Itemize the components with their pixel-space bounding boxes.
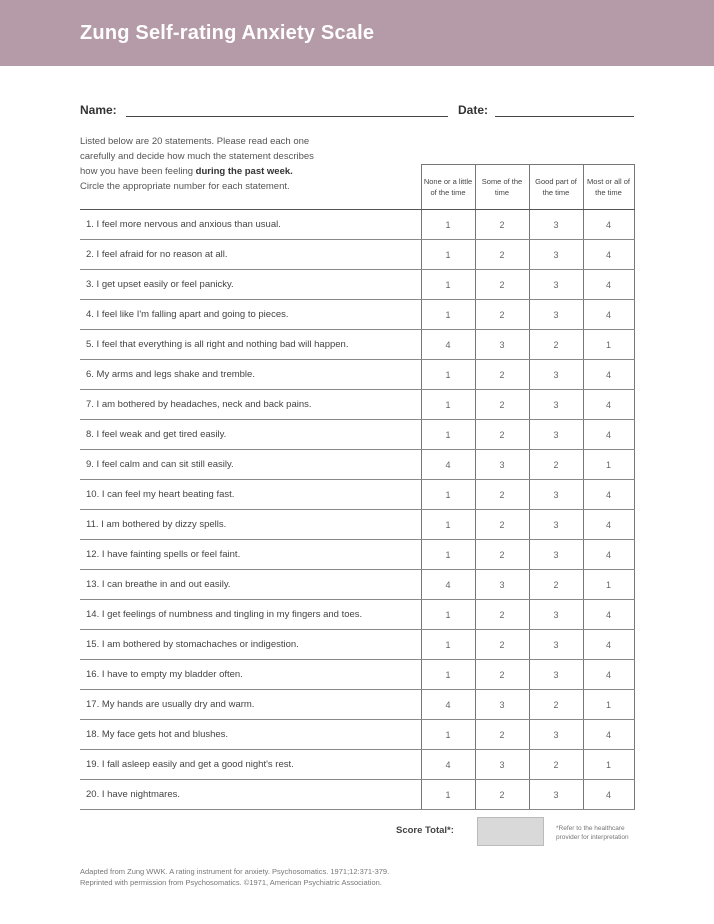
score-option[interactable]: 1 [421,720,475,750]
statement-text: 7. I am bothered by headaches, neck and back pains. [80,390,421,420]
score-option[interactable]: 3 [529,210,583,240]
score-option[interactable]: 1 [421,360,475,390]
statement-text: 20. I have nightmares. [80,780,421,810]
table-row [80,360,634,390]
name-field[interactable] [126,116,448,117]
score-option[interactable]: 1 [421,270,475,300]
table-row [80,720,634,750]
score-option[interactable]: 1 [421,390,475,420]
score-option[interactable]: 3 [475,570,529,600]
score-option[interactable]: 2 [475,510,529,540]
score-option[interactable]: 1 [421,420,475,450]
score-note-line: *Refer to the healthcare [556,825,625,832]
score-total-label: Score Total*: [396,825,454,836]
table-row [80,510,634,540]
table-row [80,390,634,420]
citation-line: Adapted from Zung WWK. A rating instrument for anxiety. Psychosomatics. 1971;12:371-379. [80,867,390,876]
table-row [80,660,634,690]
statement-text: 9. I feel calm and can sit still easily. [80,450,421,480]
score-option[interactable]: 3 [529,390,583,420]
score-option[interactable]: 4 [583,420,634,450]
score-option[interactable]: 4 [421,750,475,780]
score-option[interactable]: 3 [529,540,583,570]
score-option[interactable]: 3 [529,300,583,330]
score-option[interactable]: 3 [475,450,529,480]
score-option[interactable]: 3 [529,420,583,450]
score-note-line: provider for interpretation [556,834,629,841]
citation [80,866,389,888]
score-option[interactable]: 1 [583,450,634,480]
score-option[interactable]: 2 [475,390,529,420]
score-option[interactable]: 4 [583,600,634,630]
score-option[interactable]: 4 [583,540,634,570]
statement-text: 3. I get upset easily or feel panicky. [80,270,421,300]
score-option[interactable]: 3 [529,720,583,750]
statement-text: 8. I feel weak and get tired easily. [80,420,421,450]
statement-text: 16. I have to empty my bladder often. [80,660,421,690]
statement-column-header [80,165,421,210]
score-option[interactable]: 1 [583,570,634,600]
table-row [80,270,634,300]
score-option[interactable]: 1 [421,630,475,660]
score-option[interactable]: 1 [421,780,475,810]
score-option[interactable]: 2 [529,690,583,720]
score-option[interactable]: 4 [421,690,475,720]
score-option[interactable]: 3 [475,330,529,360]
column-header: Good part of the time [529,165,583,210]
table-row [80,630,634,660]
score-total-box[interactable] [477,817,544,846]
score-option[interactable]: 2 [475,240,529,270]
score-option[interactable]: 4 [583,480,634,510]
score-option[interactable]: 3 [529,270,583,300]
score-option[interactable]: 1 [583,330,634,360]
score-option[interactable]: 4 [583,780,634,810]
score-option[interactable]: 4 [421,330,475,360]
score-option[interactable]: 4 [583,210,634,240]
date-field[interactable] [495,116,634,117]
score-option[interactable]: 3 [529,780,583,810]
score-option[interactable]: 2 [475,360,529,390]
statement-text: 5. I feel that everything is all right and nothing bad will happen. [80,330,421,360]
score-option[interactable]: 1 [421,510,475,540]
citation-line: Reprinted with permission from Psychosomatics. ©1971, American Psychiatric Association. [80,878,382,887]
statement-text: 10. I can feel my heart beating fast. [80,480,421,510]
title-banner [0,0,714,66]
statement-text: 13. I can breathe in and out easily. [80,570,421,600]
name-label: Name: [80,103,117,117]
statement-text: 11. I am bothered by dizzy spells. [80,510,421,540]
table-row [80,540,634,570]
score-option[interactable]: 1 [421,480,475,510]
table-row [80,210,634,240]
table-row [80,690,634,720]
instruction-line: Listed below are 20 statements. Please read each one [80,136,310,147]
score-option[interactable]: 3 [529,510,583,540]
score-option[interactable]: 4 [421,450,475,480]
statement-text: 4. I feel like I'm falling apart and going to pieces. [80,300,421,330]
page-title: Zung Self-rating Anxiety Scale [80,22,375,44]
table-row [80,450,634,480]
table-row [80,480,634,510]
score-option[interactable]: 1 [421,300,475,330]
instruction-text: how you have been feeling [80,166,196,177]
score-option[interactable]: 2 [529,450,583,480]
table-row [80,300,634,330]
score-option[interactable]: 3 [475,750,529,780]
rating-table [80,164,635,810]
score-option[interactable]: 1 [421,600,475,630]
score-option[interactable]: 1 [421,660,475,690]
statement-text: 1. I feel more nervous and anxious than usual. [80,210,421,240]
table-row [80,600,634,630]
score-option[interactable]: 2 [475,210,529,240]
score-option[interactable]: 4 [583,510,634,540]
score-option[interactable]: 3 [529,480,583,510]
table-row [80,330,634,360]
score-option[interactable]: 2 [475,660,529,690]
column-header: None or a little of the time [421,165,475,210]
score-option[interactable]: 2 [475,720,529,750]
score-option[interactable]: 2 [475,420,529,450]
score-option[interactable]: 2 [475,630,529,660]
score-option[interactable]: 2 [475,300,529,330]
date-label: Date: [458,103,489,117]
column-header: Most or all of the time [583,165,634,210]
statement-text: 14. I get feelings of numbness and tingling in my fingers and toes. [80,600,421,630]
statement-text: 6. My arms and legs shake and tremble. [80,360,421,390]
score-option[interactable]: 4 [421,570,475,600]
score-option[interactable]: 2 [475,270,529,300]
table-row [80,570,634,600]
score-option[interactable]: 1 [583,690,634,720]
score-option[interactable]: 3 [529,240,583,270]
score-option[interactable]: 1 [421,540,475,570]
score-option[interactable]: 4 [583,240,634,270]
score-option[interactable]: 2 [475,540,529,570]
statement-text: 19. I fall asleep easily and get a good night's rest. [80,750,421,780]
instruction-line: carefully and decide how much the statement describes [80,151,314,162]
statement-text: 15. I am bothered by stomachaches or indigestion. [80,630,421,660]
table-row [80,420,634,450]
statement-text: 12. I have fainting spells or feel faint. [80,540,421,570]
instruction-emphasis: during the past week. [195,166,293,177]
score-option[interactable]: 3 [529,630,583,660]
score-option[interactable]: 2 [475,600,529,630]
table-row [80,240,634,270]
score-option[interactable]: 4 [583,720,634,750]
column-header: Some of the time [475,165,529,210]
score-option[interactable]: 4 [583,300,634,330]
score-option[interactable]: 3 [529,600,583,630]
score-option[interactable]: 4 [583,360,634,390]
score-option[interactable]: 2 [529,330,583,360]
table-row [80,780,634,810]
score-option[interactable]: 3 [529,360,583,390]
score-option[interactable]: 4 [583,270,634,300]
table-row [80,750,634,780]
score-option[interactable]: 1 [421,240,475,270]
score-option[interactable]: 4 [583,630,634,660]
statement-text: 2. I feel afraid for no reason at all. [80,240,421,270]
score-option[interactable]: 3 [475,690,529,720]
score-option[interactable]: 2 [475,780,529,810]
statement-text: 17. My hands are usually dry and warm. [80,690,421,720]
statement-text: 18. My face gets hot and blushes. [80,720,421,750]
score-option[interactable]: 1 [421,210,475,240]
table-header-row [80,165,634,210]
score-option[interactable]: 2 [529,750,583,780]
score-option[interactable]: 3 [529,660,583,690]
instruction-line: Circle the appropriate number for each statement. [80,181,290,192]
score-option[interactable]: 1 [583,750,634,780]
score-note [556,824,646,842]
score-option[interactable]: 4 [583,390,634,420]
score-option[interactable]: 2 [475,480,529,510]
score-option[interactable]: 2 [529,570,583,600]
score-option[interactable]: 4 [583,660,634,690]
